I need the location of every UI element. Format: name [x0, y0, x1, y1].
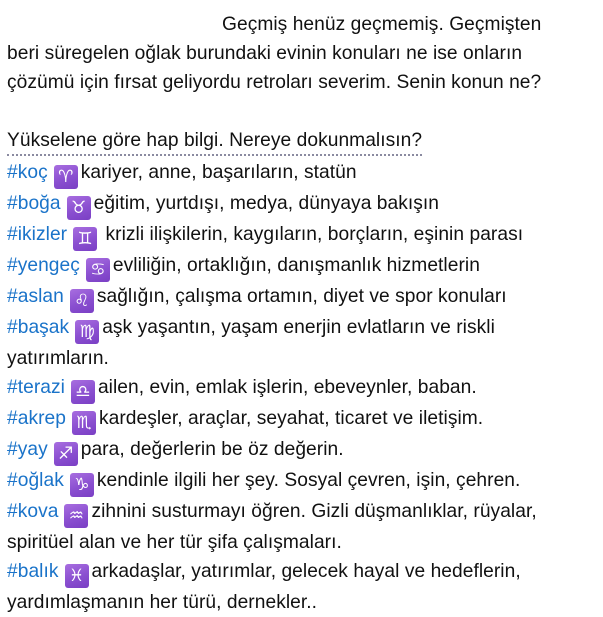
hashtag-link[interactable]: #yay	[7, 439, 48, 460]
sign-row-ikizler	[7, 220, 601, 251]
sign-row-oglak	[7, 466, 601, 497]
sign-text: eğitim, yurtdışı, medya, dünyaya bakışın	[93, 193, 440, 214]
libra-icon: ♎	[71, 380, 95, 404]
aquarius-icon: ♒	[64, 504, 88, 528]
aries-icon: ♈	[54, 165, 78, 189]
intro-line-3: çözümü için fırsat geliyordu retroları severim. Senin konun ne?	[7, 72, 542, 93]
sign-row-aslan	[7, 282, 601, 313]
post-body	[7, 10, 601, 617]
virgo-icon: ♍	[75, 320, 99, 344]
hashtag-link[interactable]: #oğlak	[7, 470, 64, 491]
sign-text: evliliğin, ortaklığın, danışmanlık hizmetlerin	[112, 255, 480, 276]
blank-line	[7, 97, 601, 126]
sign-row-koc	[7, 158, 601, 189]
hashtag-link[interactable]: #yengeç	[7, 255, 80, 276]
hashtag-link[interactable]: #boğa	[7, 193, 61, 214]
sign-text: krizli ilişkilerin, kaygıların, borçların, eşinin parası	[100, 224, 524, 245]
hashtag-link[interactable]: #akrep	[7, 408, 66, 429]
hashtag-link[interactable]: #ikizler	[7, 224, 68, 245]
gemini-icon: ♊	[73, 227, 97, 251]
section-heading: Yükselene göre hap bilgi. Nereye dokunmalısın?	[7, 129, 422, 156]
sign-text: kardeşler, araçlar, seyahat, ticaret ve iletişim.	[98, 408, 484, 429]
intro-line-1: Geçmiş henüz geçmemiş. Geçmişten	[222, 14, 542, 35]
sign-text: kariyer, anne, başarıların, statün	[80, 162, 357, 183]
hashtag-link[interactable]: #aslan	[7, 286, 64, 307]
intro-paragraph	[7, 10, 601, 97]
sign-text: zihnini susturmayı öğren. Gizli düşmanlıklar, rüyalar, spiritüel alan ve her tür şifa çalışmaları.	[7, 501, 537, 553]
sign-text: kendinle ilgili her şey. Sosyal çevren, işin, çehren.	[96, 470, 521, 491]
pisces-icon: ♓	[65, 564, 89, 588]
sagittarius-icon: ♐	[54, 442, 78, 466]
hashtag-link[interactable]: #başak	[7, 317, 70, 338]
intro-line-2: beri süregelen oğlak burundaki evinin konuları ne ise onların	[7, 43, 523, 64]
sign-text: sağlığın, çalışma ortamın, diyet ve spor konuları	[96, 286, 507, 307]
taurus-icon: ♉	[67, 196, 91, 220]
sign-text: arkadaşlar, yatırımlar, gelecek hayal ve hedeflerin, yardımlaşmanın her türü, dernekler..	[7, 561, 521, 613]
sign-row-akrep	[7, 404, 601, 435]
sign-row-basak	[7, 313, 601, 373]
hashtag-link[interactable]: #koç	[7, 162, 48, 183]
sign-row-boga	[7, 189, 601, 220]
leo-icon: ♌	[70, 289, 94, 313]
hashtag-link[interactable]: #kova	[7, 501, 59, 522]
sign-row-yay	[7, 435, 601, 466]
capricorn-icon: ♑	[70, 473, 94, 497]
sign-row-terazi	[7, 373, 601, 404]
sign-text: aşk yaşantın, yaşam enerjin evlatların ve riskli yatırımların.	[7, 317, 495, 369]
heading-row	[7, 126, 601, 158]
scorpio-icon: ♏	[72, 411, 96, 435]
hashtag-link[interactable]: #terazi	[7, 377, 65, 398]
sign-row-yengec	[7, 251, 601, 282]
sign-row-kova	[7, 497, 601, 557]
cancer-icon: ♋	[86, 258, 110, 282]
sign-list	[7, 158, 601, 617]
sign-text: para, değerlerin be öz değerin.	[80, 439, 344, 460]
hashtag-link[interactable]: #balık	[7, 561, 59, 582]
sign-row-balik	[7, 557, 601, 617]
sign-text: ailen, evin, emlak işlerin, ebeveynler, baban.	[97, 377, 477, 398]
